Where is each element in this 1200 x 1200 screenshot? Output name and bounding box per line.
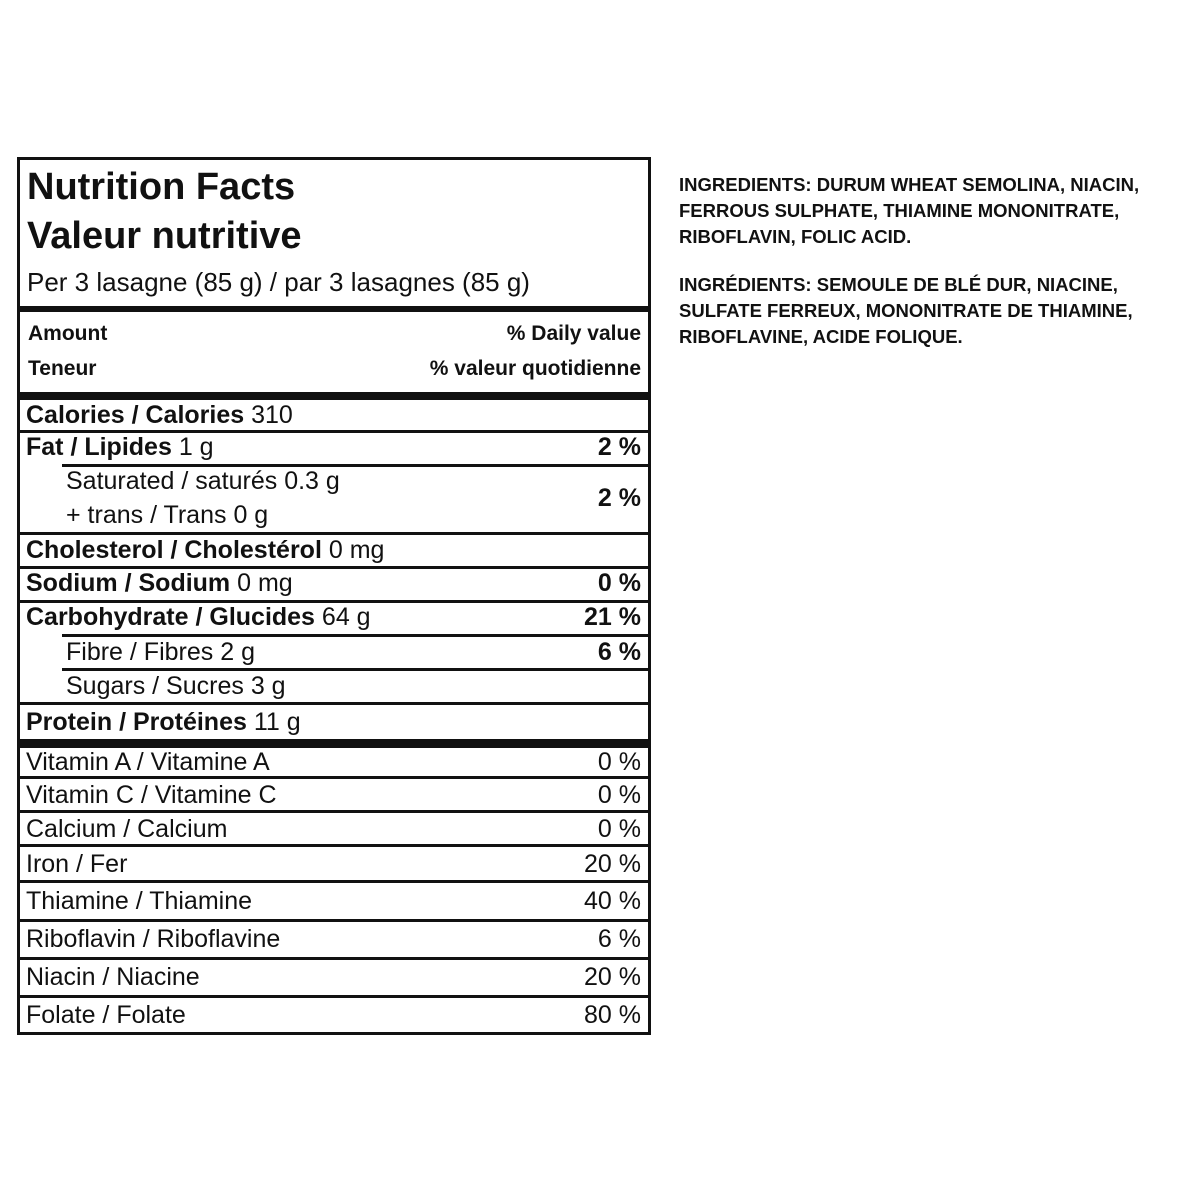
fibre-percent: 6 % [597, 638, 641, 666]
divider [62, 634, 648, 637]
carbohydrate-percent: 21 % [584, 603, 641, 631]
valeur-quotidienne-header: % valeur quotidienne [429, 357, 641, 380]
saturated-label: Saturated / saturés [66, 467, 278, 495]
amount-header: Amount [28, 322, 108, 345]
fibre-row [66, 640, 255, 665]
vitamin-a-percent: 0 % [597, 748, 641, 776]
fat-row [26, 435, 214, 460]
ingredients-french [679, 272, 1191, 350]
niacin-label: Niacin / Niacine [26, 963, 200, 991]
fibre-value: 2 g [220, 638, 255, 666]
carbohydrate-value: 64 g [321, 603, 371, 631]
calories-row [26, 403, 293, 428]
thick-divider [20, 306, 648, 312]
protein-label: Protein / Protéines [26, 708, 247, 736]
divider [20, 880, 648, 883]
ingredients-english-line: INGREDIENTS: DURUM WHEAT SEMOLINA, NIACIN, [679, 174, 1140, 195]
carbohydrate-label: Carbohydrate / Glucides [26, 603, 315, 631]
calories-label: Calories / Calories [26, 401, 245, 429]
ingredients-french-line: RIBOFLAVINE, ACIDE FOLIQUE. [679, 326, 963, 347]
saturated-trans-percent: 2 % [597, 484, 641, 512]
iron-label: Iron / Fer [26, 850, 128, 878]
fibre-label: Fibre / Fibres [66, 638, 214, 666]
protein-row [26, 710, 301, 735]
vitamin-a-label: Vitamin A / Vitamine A [26, 748, 270, 776]
divider [20, 776, 648, 779]
sodium-value: 0 mg [237, 569, 293, 597]
ingredients-english [679, 172, 1191, 250]
fat-value: 1 g [178, 433, 214, 461]
divider [20, 532, 648, 535]
title-english: Nutrition Facts [27, 166, 296, 208]
carbohydrate-row [26, 605, 371, 630]
daily-value-header: % Daily value [506, 322, 641, 345]
ingredients-block [679, 172, 1191, 350]
divider [20, 702, 648, 705]
divider [20, 957, 648, 960]
trans-value: 0 g [233, 501, 269, 529]
niacin-percent: 20 % [584, 963, 641, 991]
riboflavin-label: Riboflavin / Riboflavine [26, 925, 281, 953]
trans-row [66, 503, 268, 528]
teneur-header: Teneur [28, 357, 97, 380]
ingredients-french-line: INGRÉDIENTS: SEMOULE DE BLÉ DUR, NIACINE, [679, 274, 1118, 295]
serving-size: Per 3 lasagne (85 g) / par 3 lasagnes (85 g) [27, 267, 530, 297]
cholesterol-row [26, 538, 384, 563]
nutrition-facts-panel [17, 157, 651, 1035]
thiamine-label: Thiamine / Thiamine [26, 887, 253, 915]
folate-percent: 80 % [584, 1001, 641, 1029]
sugars-row [66, 674, 286, 699]
vitamin-c-percent: 0 % [597, 781, 641, 809]
riboflavin-percent: 6 % [597, 925, 641, 953]
thick-divider [20, 392, 648, 400]
fat-percent: 2 % [597, 433, 641, 461]
cholesterol-label: Cholesterol / Cholestérol [26, 536, 322, 564]
ingredients-english-line: RIBOFLAVIN, FOLIC ACID. [679, 226, 912, 247]
folate-label: Folate / Folate [26, 1001, 186, 1029]
sugars-value: 3 g [250, 672, 286, 700]
sodium-label: Sodium / Sodium [26, 569, 231, 597]
divider [20, 844, 648, 847]
ingredients-english-line: FERROUS SULPHATE, THIAMINE MONONITRATE, [679, 200, 1120, 221]
fat-label: Fat / Lipides [26, 433, 172, 461]
divider [20, 810, 648, 813]
title-french: Valeur nutritive [27, 215, 302, 257]
calcium-percent: 0 % [597, 815, 641, 843]
ingredients-french-line: SULFATE FERREUX, MONONITRATE DE THIAMINE, [679, 300, 1133, 321]
sodium-row [26, 571, 293, 596]
cholesterol-value: 0 mg [328, 536, 385, 564]
thiamine-percent: 40 % [584, 887, 641, 915]
divider [62, 668, 648, 671]
sugars-label: Sugars / Sucres [66, 672, 244, 700]
vitamin-c-label: Vitamin C / Vitamine C [26, 781, 277, 809]
saturated-row [66, 469, 340, 494]
sodium-percent: 0 % [597, 569, 641, 597]
calcium-label: Calcium / Calcium [26, 815, 228, 843]
divider [20, 919, 648, 922]
calories-value: 310 [251, 401, 293, 429]
protein-value: 11 g [253, 708, 301, 736]
divider [20, 995, 648, 998]
thick-divider [20, 739, 648, 748]
iron-percent: 20 % [584, 850, 641, 878]
saturated-value: 0.3 g [284, 467, 340, 495]
trans-label: + trans / Trans [66, 501, 227, 529]
